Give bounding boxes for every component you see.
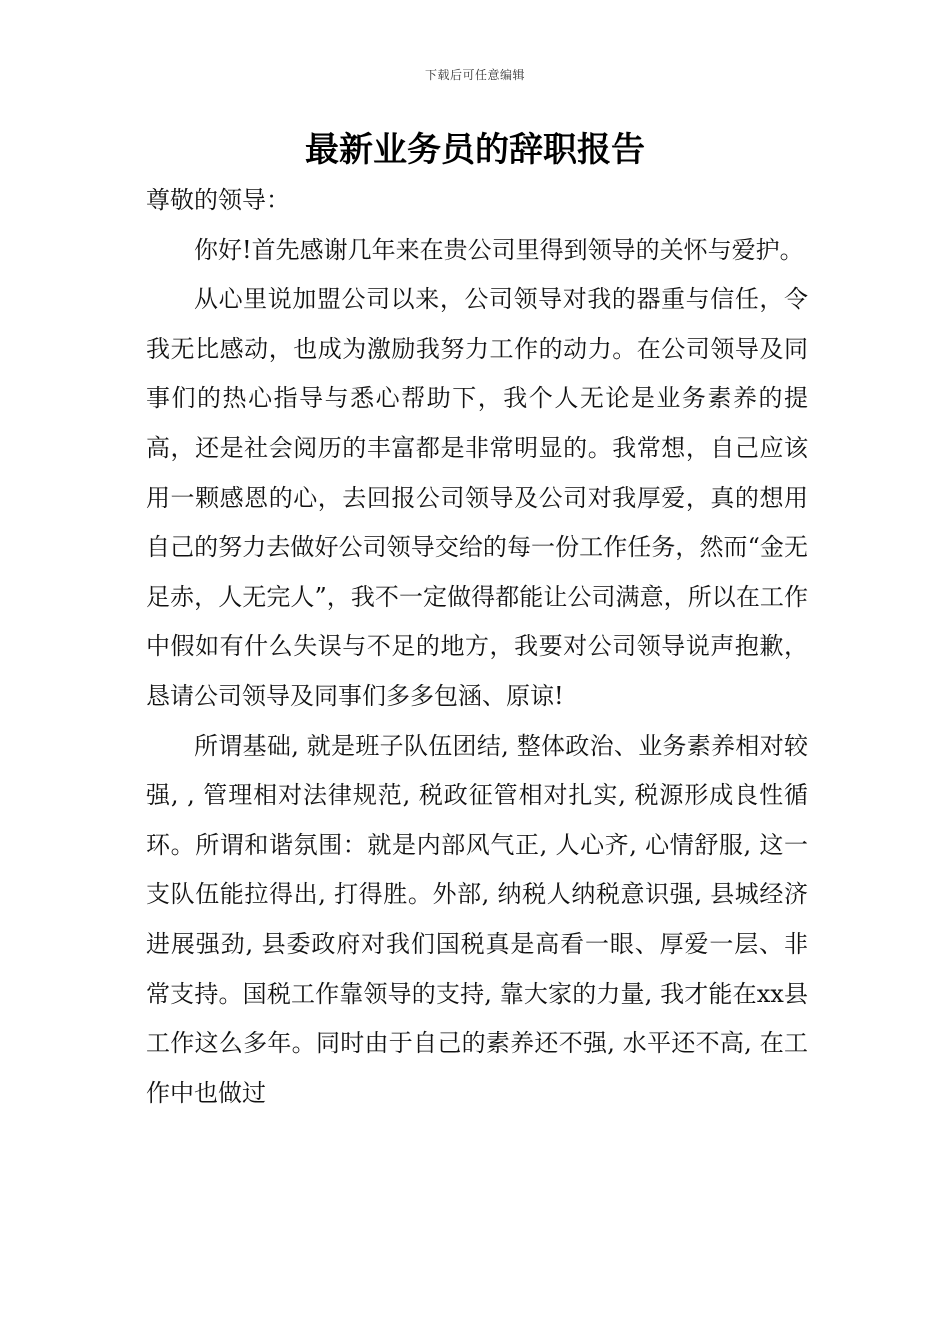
document-body (146, 176, 808, 1118)
paragraph-foundation: 所谓基础, 就是班子队伍团结, 整体政治、业务素养相对较强, , 管理相对法律规范, 税政征管相对扎实, 税源形成良性循环。所谓和谐氛围：就是内部风气正, 人心齐, 心情舒服, 这一支队伍能拉得出, 打得胜。外部, 纳税人纳税意识强, 县城经济进展强劲, 县委政府对我们国税真是高看一眼、厚爱一层、非常支持。国税工作靠领导的支持, 靠大家的力量, 我才能在xx县工作这么多年。同时由于自己的素养还不强, 水平还不高, 在工作中也做过 (146, 731, 808, 1107)
header-note: 下载后可任意编辑 (424, 68, 525, 82)
document-title: 最新业务员的辞职报告 (305, 130, 645, 170)
paragraph-greeting: 你好!首先感谢几年来在贵公司里得到领导的关怀与爱护。 (194, 235, 804, 264)
salutation: 尊敬的领导： (146, 186, 290, 214)
paragraph-gratitude: 从心里说加盟公司以来，公司领导对我的器重与信任，令我无比感动，也成为激励我努力工作的动力。在公司领导及同事们的热心指导与悉心帮助下，我个人无论是业务素养的提高，还是社会阅历的丰富都是非常明显的。我常想，自己应该用一颗感恩的心，去回报公司领导及公司对我厚爱，真的想用自己的努力去做好公司领导交给的每一份工作任务，然而“金无足赤，人无完人”，我不一定做得都能让公司满意，所以在工作中假如有什么失误与不足的地方，我要对公司领导说声抱歉，恳请公司领导及同事们多多包涵、原谅! (146, 285, 808, 710)
